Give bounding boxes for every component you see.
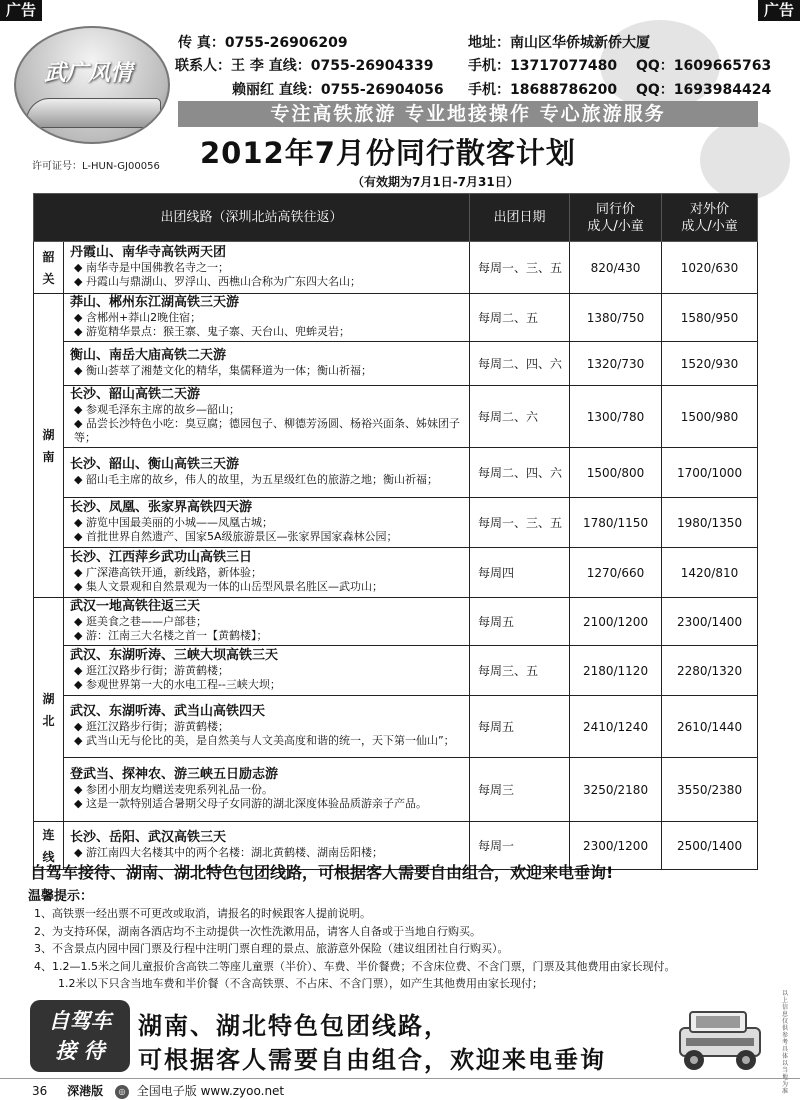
retail-price: 1420/810 (662, 548, 758, 598)
peer-price: 2300/1200 (570, 822, 662, 870)
departure-days: 每周二、四、六 (470, 342, 570, 386)
self-drive-notice: 自驾车接待、湖南、湖北特色包团线路，可根据客人需要自由组合，欢迎来电垂询! (30, 863, 614, 882)
retail-price: 1520/930 (662, 342, 758, 386)
tip-item: 1.2米以下只含当地车费和半价餐（不含高铁票、不占床、不含门票），如产生其他费用由家长现付； (58, 977, 543, 990)
route-name: 长沙、江西萍乡武功山高铁三日 (70, 550, 253, 565)
table-row (34, 386, 758, 448)
route-point: ◆ 广深港高铁开通，新线路，新体验； (70, 566, 465, 580)
route-point: ◆ 首批世界自然遗产、国家5A级旅游景区—张家界国家森林公园； (70, 530, 465, 544)
header-peer-line2: 成人/小童 (587, 218, 644, 234)
route-point: ◆ 这是一款特别适合暑期父母子女同游的湖北深度体验品质游亲子产品。 (70, 797, 465, 811)
region-combo: 连线 (34, 822, 64, 870)
route-cell (64, 448, 470, 498)
page-number: 36 (32, 1084, 48, 1098)
badge-line2: 接 待 (55, 1039, 105, 1063)
header-retail-line2: 成人/小童 (681, 218, 738, 234)
license-number: 许可证号：L-HUN-GJ00056 (32, 161, 160, 172)
route-point: ◆ 集人文景观和自然景观为一体的山岳型风景名胜区—武功山； (70, 580, 465, 594)
route-cell (64, 598, 470, 646)
route-point: ◆ 武当山无与伦比的美，是自然美与人文美高度和谐的统一，天下第一仙山”； (70, 734, 465, 748)
retail-price: 2610/1440 (662, 696, 758, 758)
route-name: 莽山、郴州东江湖高铁三天游 (70, 295, 240, 310)
table-row (34, 294, 758, 342)
route-point: ◆ 参观世界第一大的水电工程--三峡大坝； (70, 678, 465, 692)
header-peer-price (570, 194, 662, 242)
route-point: ◆ 游览精华景点：猴王寨、鬼子寨、天台山、兜蛑灵岩； (70, 325, 465, 339)
departure-days: 每周二、四、六 (470, 448, 570, 498)
retail-price: 1980/1350 (662, 498, 758, 548)
departure-days: 每周三、五 (470, 646, 570, 696)
address: 地址：南山区华侨城新侨大厦 (468, 35, 650, 51)
header-retail-price (662, 194, 758, 242)
peer-price: 1500/800 (570, 448, 662, 498)
table-row (34, 598, 758, 646)
page-title: 2012年7月份同行散客计划 (200, 136, 576, 170)
slogan-bar: 专注高铁旅游 专业地接操作 专心旅游服务 (178, 101, 758, 127)
route-name: 登武当、探神农、游三峡五日励志游 (70, 767, 279, 782)
peer-price: 1300/780 (570, 386, 662, 448)
peer-price: 1780/1150 (570, 498, 662, 548)
banner-line1: 湖南、湖北特色包团线路， (138, 1012, 450, 1040)
departure-days: 每周五 (470, 696, 570, 758)
route-cell (64, 646, 470, 696)
mobile-2: 手机：18688786200 (468, 82, 618, 98)
contact-person-1: 联系人：王 李 直线：0755-26904339 (175, 58, 434, 74)
header-peer-line1: 同行价 (596, 201, 636, 217)
jeep-icon (672, 1000, 768, 1076)
retail-price: 1580/950 (662, 294, 758, 342)
mobile-1: 手机：13717077480 (468, 58, 618, 74)
departure-days: 每周五 (470, 598, 570, 646)
route-cell (64, 548, 470, 598)
peer-price: 3250/2180 (570, 758, 662, 822)
peer-price: 1380/750 (570, 294, 662, 342)
contact-person-2: 赖丽红 直线：0755-26904056 (232, 82, 444, 98)
blossom-decoration (700, 120, 790, 200)
fax-number: 传 真：0755-26906209 (178, 35, 348, 51)
self-drive-badge (30, 1000, 130, 1072)
departure-days: 每周二、六 (470, 386, 570, 448)
route-cell (64, 498, 470, 548)
route-name: 长沙、韶山高铁二天游 (70, 387, 201, 402)
retail-price: 1700/1000 (662, 448, 758, 498)
route-point: ◆ 含郴州+莽山2晚住宿； (70, 311, 465, 325)
peer-price: 2180/1120 (570, 646, 662, 696)
qq-2: QQ：1693984424 (636, 82, 772, 98)
departure-days: 每周一、三、五 (470, 242, 570, 294)
route-name: 丹霞山、南华寺高铁两天团 (70, 245, 227, 260)
route-point: ◆ 南华寺是中国佛教名寺之一； (70, 261, 465, 275)
table-row (34, 342, 758, 386)
route-point: ◆ 游江南四大名楼其中的两个名楼：湖北黄鹤楼、湖南岳阳楼； (70, 846, 465, 860)
route-point: ◆ 品尝长沙特色小吃：臭豆腐；德园包子、柳德芳汤圆、杨裕兴面条、姊妹团子等； (70, 417, 465, 445)
departure-days: 每周三 (470, 758, 570, 822)
header-retail-line1: 对外价 (690, 201, 730, 217)
peer-price: 820/430 (570, 242, 662, 294)
globe-icon: ◎ (115, 1085, 129, 1099)
banner-line2: 可根据客人需要自由组合，欢迎来电垂询 (138, 1046, 606, 1074)
region-hubei: 湖北 (34, 598, 64, 822)
peer-price: 1270/660 (570, 548, 662, 598)
route-name: 衡山、南岳大庙高铁二天游 (70, 348, 227, 363)
route-point: ◆ 参团小朋友均赠送麦兜系列礼品一份。 (70, 783, 465, 797)
badge-line1: 自驾车 (48, 1009, 112, 1033)
tip-item: 4、1.2—1.5米之间儿童报价含高铁二等座儿童票（半价）、车费、半价餐费；不含床位费、不含门票，门票及其他费用由家长现付。 (34, 959, 676, 973)
table-row (34, 646, 758, 696)
peer-price: 1320/730 (570, 342, 662, 386)
route-cell (64, 342, 470, 386)
route-point: ◆ 游览中国最美丽的小城——凤凰古城； (70, 516, 465, 530)
route-name: 长沙、岳阳、武汉高铁三天 (70, 830, 227, 845)
tips-list (34, 905, 784, 993)
route-name: 长沙、韶山、衡山高铁三天游 (70, 457, 240, 472)
route-point: ◆ 参观毛泽东主席的故乡—韶山； (70, 403, 465, 417)
table-row (34, 696, 758, 758)
route-name: 武汉、东湖听涛、武当山高铁四天 (70, 704, 266, 719)
table-row (34, 498, 758, 548)
peer-price: 2410/1240 (570, 696, 662, 758)
footer-divider (0, 1078, 800, 1079)
route-cell (64, 242, 470, 294)
peer-price: 2100/1200 (570, 598, 662, 646)
route-point: ◆ 逛江汉路步行街；游黄鹤楼； (70, 664, 465, 678)
route-cell (64, 294, 470, 342)
validity-period: （有效期为7月1日-7月31日） (352, 175, 519, 189)
route-cell (64, 696, 470, 758)
website: 全国电子版 www.zyoo.net (136, 1084, 285, 1098)
company-logo (14, 26, 170, 144)
departure-days: 每周四 (470, 548, 570, 598)
tip-item: 2、为支持环保，湖南各酒店均不主动提供一次性洗漱用品，请客人自备或于当地自行购买。 (34, 924, 481, 938)
footer (32, 1082, 284, 1099)
retail-price: 2280/1320 (662, 646, 758, 696)
tip-item: 3、不含景点内园中园门票及行程中注明门票自理的景点、旅游意外保险（建议组团社自行购买）。 (34, 942, 509, 955)
header-route: 出团线路（深圳北站高铁往返） (34, 194, 470, 242)
route-cell (64, 386, 470, 448)
route-point: ◆ 韶山毛主席的故乡，伟人的故里，为五星级红色的旅游之地；衡山祈福； (70, 473, 465, 487)
departure-days: 每周一、三、五 (470, 498, 570, 548)
route-name: 武汉、东湖听涛、三峡大坝高铁三天 (70, 648, 279, 663)
route-cell (64, 758, 470, 822)
logo-text: 武广风情 (44, 61, 133, 86)
table-row (34, 448, 758, 498)
tip-item: 1、高铁票一经出票不可更改或取消，请报名的时候跟客人提前说明。 (34, 907, 371, 920)
retail-price: 1500/980 (662, 386, 758, 448)
table-row (34, 548, 758, 598)
tips-title: 温馨提示： (28, 889, 94, 904)
table-row (34, 242, 758, 294)
route-point: ◆ 逛美食之巷——户部巷； (70, 615, 465, 629)
retail-price: 2500/1400 (662, 822, 758, 870)
table-row (34, 758, 758, 822)
tour-plan-table (33, 193, 758, 870)
region-hunan: 湖南 (34, 294, 64, 598)
retail-price: 1020/630 (662, 242, 758, 294)
vertical-note: 以上信息仅供参考具体以当地为准 (782, 990, 789, 1095)
qq-1: QQ：1609665763 (636, 58, 772, 74)
retail-price: 2300/1400 (662, 598, 758, 646)
route-name: 长沙、凤凰、张家界高铁四天游 (70, 500, 253, 515)
route-name: 武汉一地高铁往返三天 (70, 599, 201, 614)
route-point: ◆ 丹霞山与鼎湖山、罗浮山、西樵山合称为广东四大名山； (70, 275, 465, 289)
route-point: ◆ 游：江南三大名楼之首一【黄鹤楼】； (70, 629, 465, 643)
route-point: ◆ 逛江汉路步行街；游黄鹤楼； (70, 720, 465, 734)
departure-days: 每周二、五 (470, 294, 570, 342)
table-header-row (34, 194, 758, 242)
departure-days: 每周一 (470, 822, 570, 870)
ad-label-left: 广告 (0, 0, 42, 21)
ad-label-right: 广告 (758, 0, 800, 21)
route-point: ◆ 衡山荟萃了湘楚文化的精华，集儒释道为一体；衡山祈福； (70, 364, 465, 378)
edition-label: 深港版 (67, 1084, 104, 1098)
train-icon (26, 98, 161, 128)
retail-price: 3550/2380 (662, 758, 758, 822)
region-shaoguan: 韶关 (34, 242, 64, 294)
header-days: 出团日期 (470, 194, 570, 242)
